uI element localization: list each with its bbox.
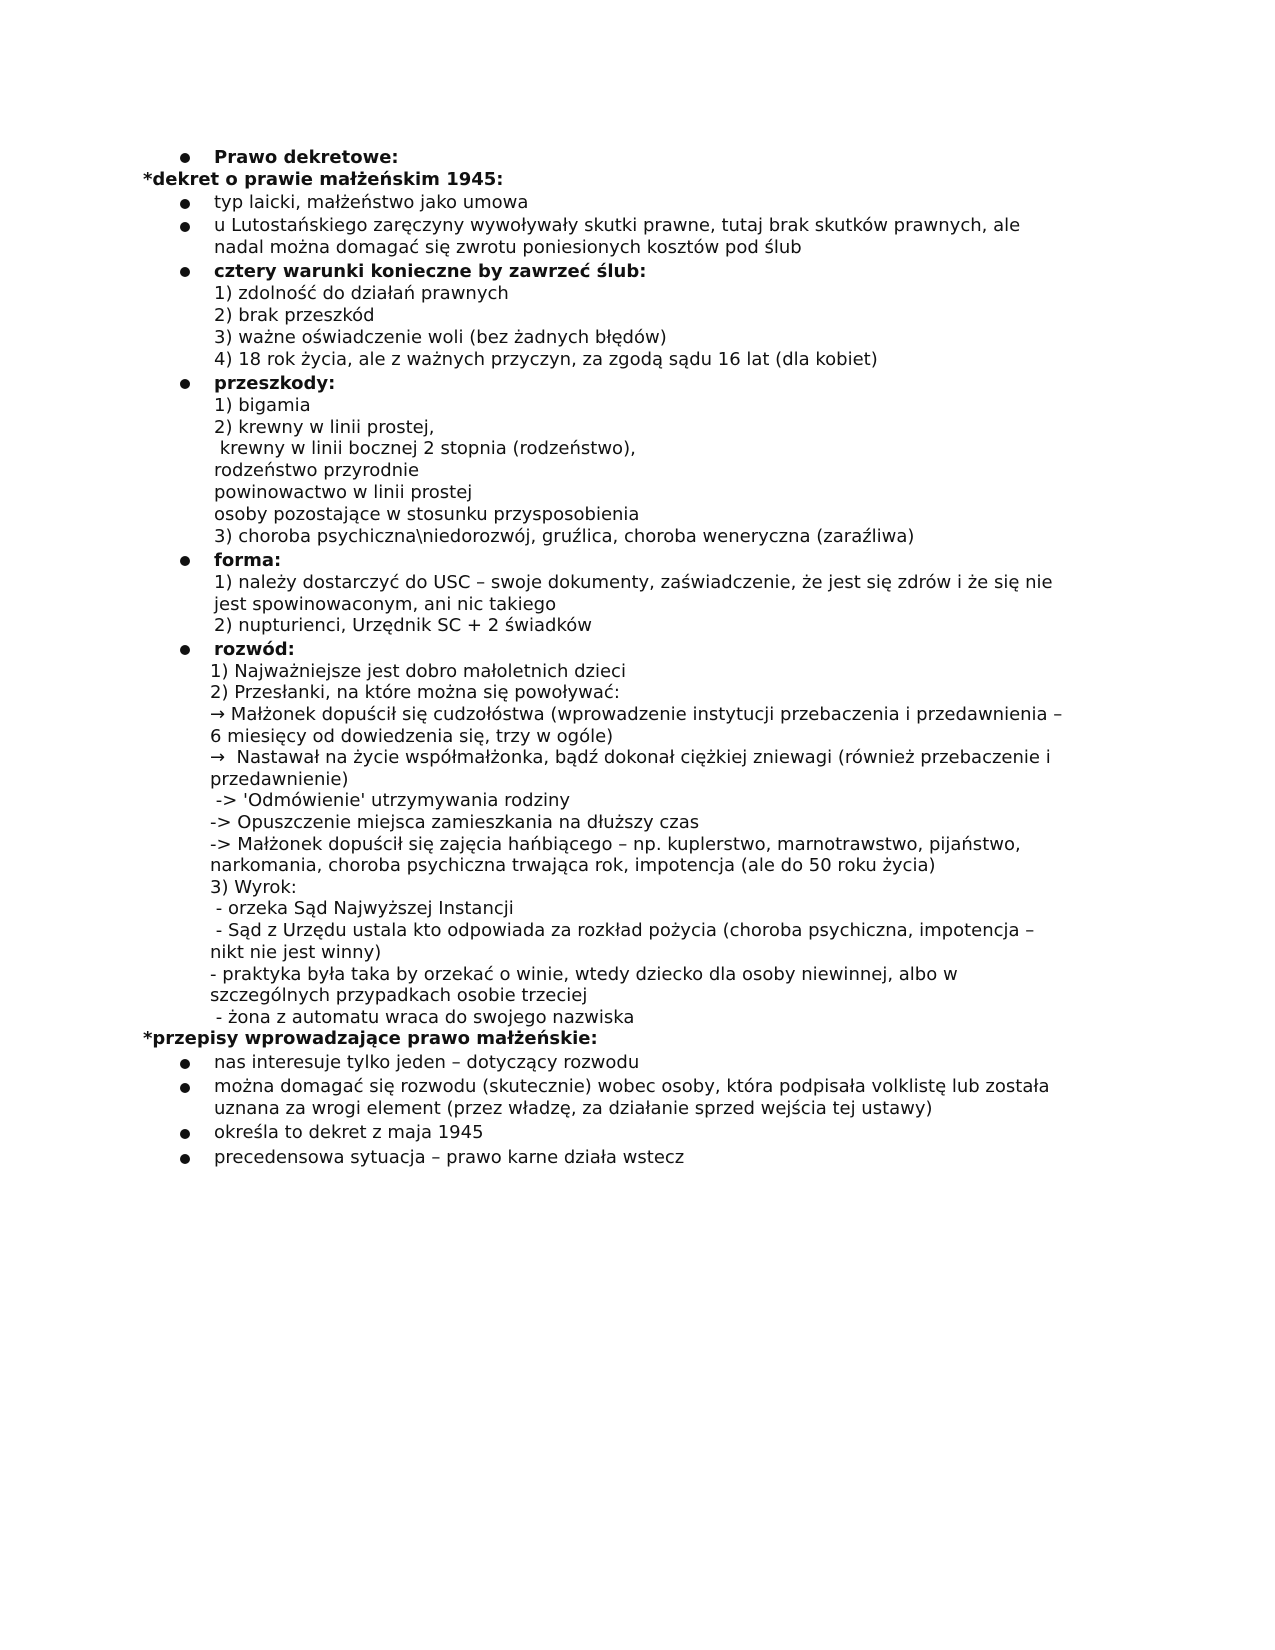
list-text: osoby pozostające w stosunku przysposobienia: [214, 504, 640, 525]
list-text: - Sąd z Urzędu ustala kto odpowiada za rozkład pożycia (choroba psychiczna, impotencja –: [210, 920, 1035, 941]
numbered-item: 2) Przesłanki, na które można się powoływać:: [210, 682, 620, 703]
list-text: szczególnych przypadkach osobie trzeciej: [210, 985, 588, 1006]
bullet-icon: [180, 267, 190, 277]
bullet-icon: [180, 1059, 190, 1069]
list-item: typ laicki, małżeństwo jako umowa: [214, 192, 529, 213]
subheading-obstacles: przeszkody:: [214, 373, 336, 394]
list-item: można domagać się rozwodu (skutecznie) wobec osoby, która podpisała volklistę lub została: [214, 1076, 1050, 1097]
numbered-item: 3) choroba psychiczna\niedorozwój, gruźlica, choroba weneryczna (zaraźliwa): [214, 526, 915, 547]
numbered-item: 2) krewny w linii prostej,: [214, 417, 435, 438]
subheading-divorce: rozwód:: [214, 639, 295, 660]
list-text: nikt nie jest winny): [210, 942, 382, 963]
list-text: → Nastawał na życie współmałżonka, bądź dokonał ciężkiej zniewagi (również przebaczenie i: [210, 747, 1051, 768]
bullet-icon: [180, 1083, 190, 1093]
list-text: 6 miesięcy od dowiedzenia się, trzy w ogóle): [210, 726, 614, 747]
list-item: precedensowa sytuacja – prawo karne działa wstecz: [214, 1147, 685, 1168]
bullet-icon: [180, 153, 190, 163]
heading-decree-law: Prawo dekretowe:: [214, 147, 399, 168]
list-text: -> 'Odmówienie' utrzymywania rodziny: [210, 790, 571, 811]
bullet-icon: [180, 556, 190, 566]
bullet-icon: [180, 1129, 190, 1139]
list-item-continuation: uznana za wrogi element (przez władzę, za działanie sprzed wejścia tej ustawy): [214, 1098, 933, 1119]
subheading-conditions: cztery warunki konieczne by zawrzeć ślub:: [214, 261, 647, 282]
bullet-icon: [180, 645, 190, 655]
subheading-form: forma:: [214, 550, 282, 571]
numbered-item: 2) brak przeszkód: [214, 305, 375, 326]
numbered-item: 1) zdolność do działań prawnych: [214, 283, 509, 304]
section-title-decree-1945: *dekret o prawie małżeńskim 1945:: [143, 169, 504, 190]
bullet-icon: [180, 379, 190, 389]
list-text: rodzeństwo przyrodnie: [214, 460, 420, 481]
list-item: nas interesuje tylko jeden – dotyczący rozwodu: [214, 1052, 640, 1073]
list-text: przedawnienie): [210, 769, 349, 790]
numbered-item: 3) ważne oświadczenie woli (bez żadnych błędów): [214, 327, 667, 348]
numbered-item: 4) 18 rok życia, ale z ważnych przyczyn, za zgodą sądu 16 lat (dla kobiet): [214, 349, 878, 370]
list-text: - żona z automatu wraca do swojego nazwiska: [210, 1007, 635, 1028]
list-text: krewny w linii bocznej 2 stopnia (rodzeństwo),: [214, 438, 636, 459]
numbered-item: 1) bigamia: [214, 395, 311, 416]
list-text: narkomania, choroba psychiczna trwająca rok, impotencja (ale do 50 roku życia): [210, 855, 936, 876]
list-text: powinowactwo w linii prostej: [214, 482, 473, 503]
numbered-item: 1) Najważniejsze jest dobro małoletnich dzieci: [210, 661, 626, 682]
numbered-item: 1) należy dostarczyć do USC – swoje dokumenty, zaświadczenie, że jest się zdrów i że się nie: [214, 572, 1053, 593]
list-item: określa to dekret z maja 1945: [214, 1122, 484, 1143]
list-item: u Lutostańskiego zaręczyny wywoływały skutki prawne, tutaj brak skutków prawnych, ale: [214, 215, 1021, 236]
list-text: - praktyka była taka by orzekać o winie, wtedy dziecko dla osoby niewinnej, albo w: [210, 964, 958, 985]
list-text: jest spowinowaconym, ani nic takiego: [214, 594, 557, 615]
bullet-icon: [180, 199, 190, 209]
list-text: -> Małżonek dopuścił się zajęcia hańbiącego – np. kuplerstwo, marnotrawstwo, pijaństwo,: [210, 834, 1021, 855]
numbered-item: 2) nupturienci, Urzędnik SC + 2 świadków: [214, 615, 592, 636]
bullet-icon: [180, 1154, 190, 1164]
numbered-item: 3) Wyrok:: [210, 877, 297, 898]
list-item-continuation: nadal można domagać się zwrotu poniesionych kosztów pod ślub: [214, 237, 802, 258]
list-text: - orzeka Sąd Najwyższej Instancji: [210, 898, 514, 919]
bullet-icon: [180, 222, 190, 232]
list-text: -> Opuszczenie miejsca zamieszkania na dłuższy czas: [210, 812, 700, 833]
section-title-introductory-provisions: *przepisy wprowadzające prawo małżeńskie:: [143, 1028, 598, 1049]
list-text: → Małżonek dopuścił się cudzołóstwa (wprowadzenie instytucji przebaczenia i przedawnienia –: [210, 704, 1063, 725]
